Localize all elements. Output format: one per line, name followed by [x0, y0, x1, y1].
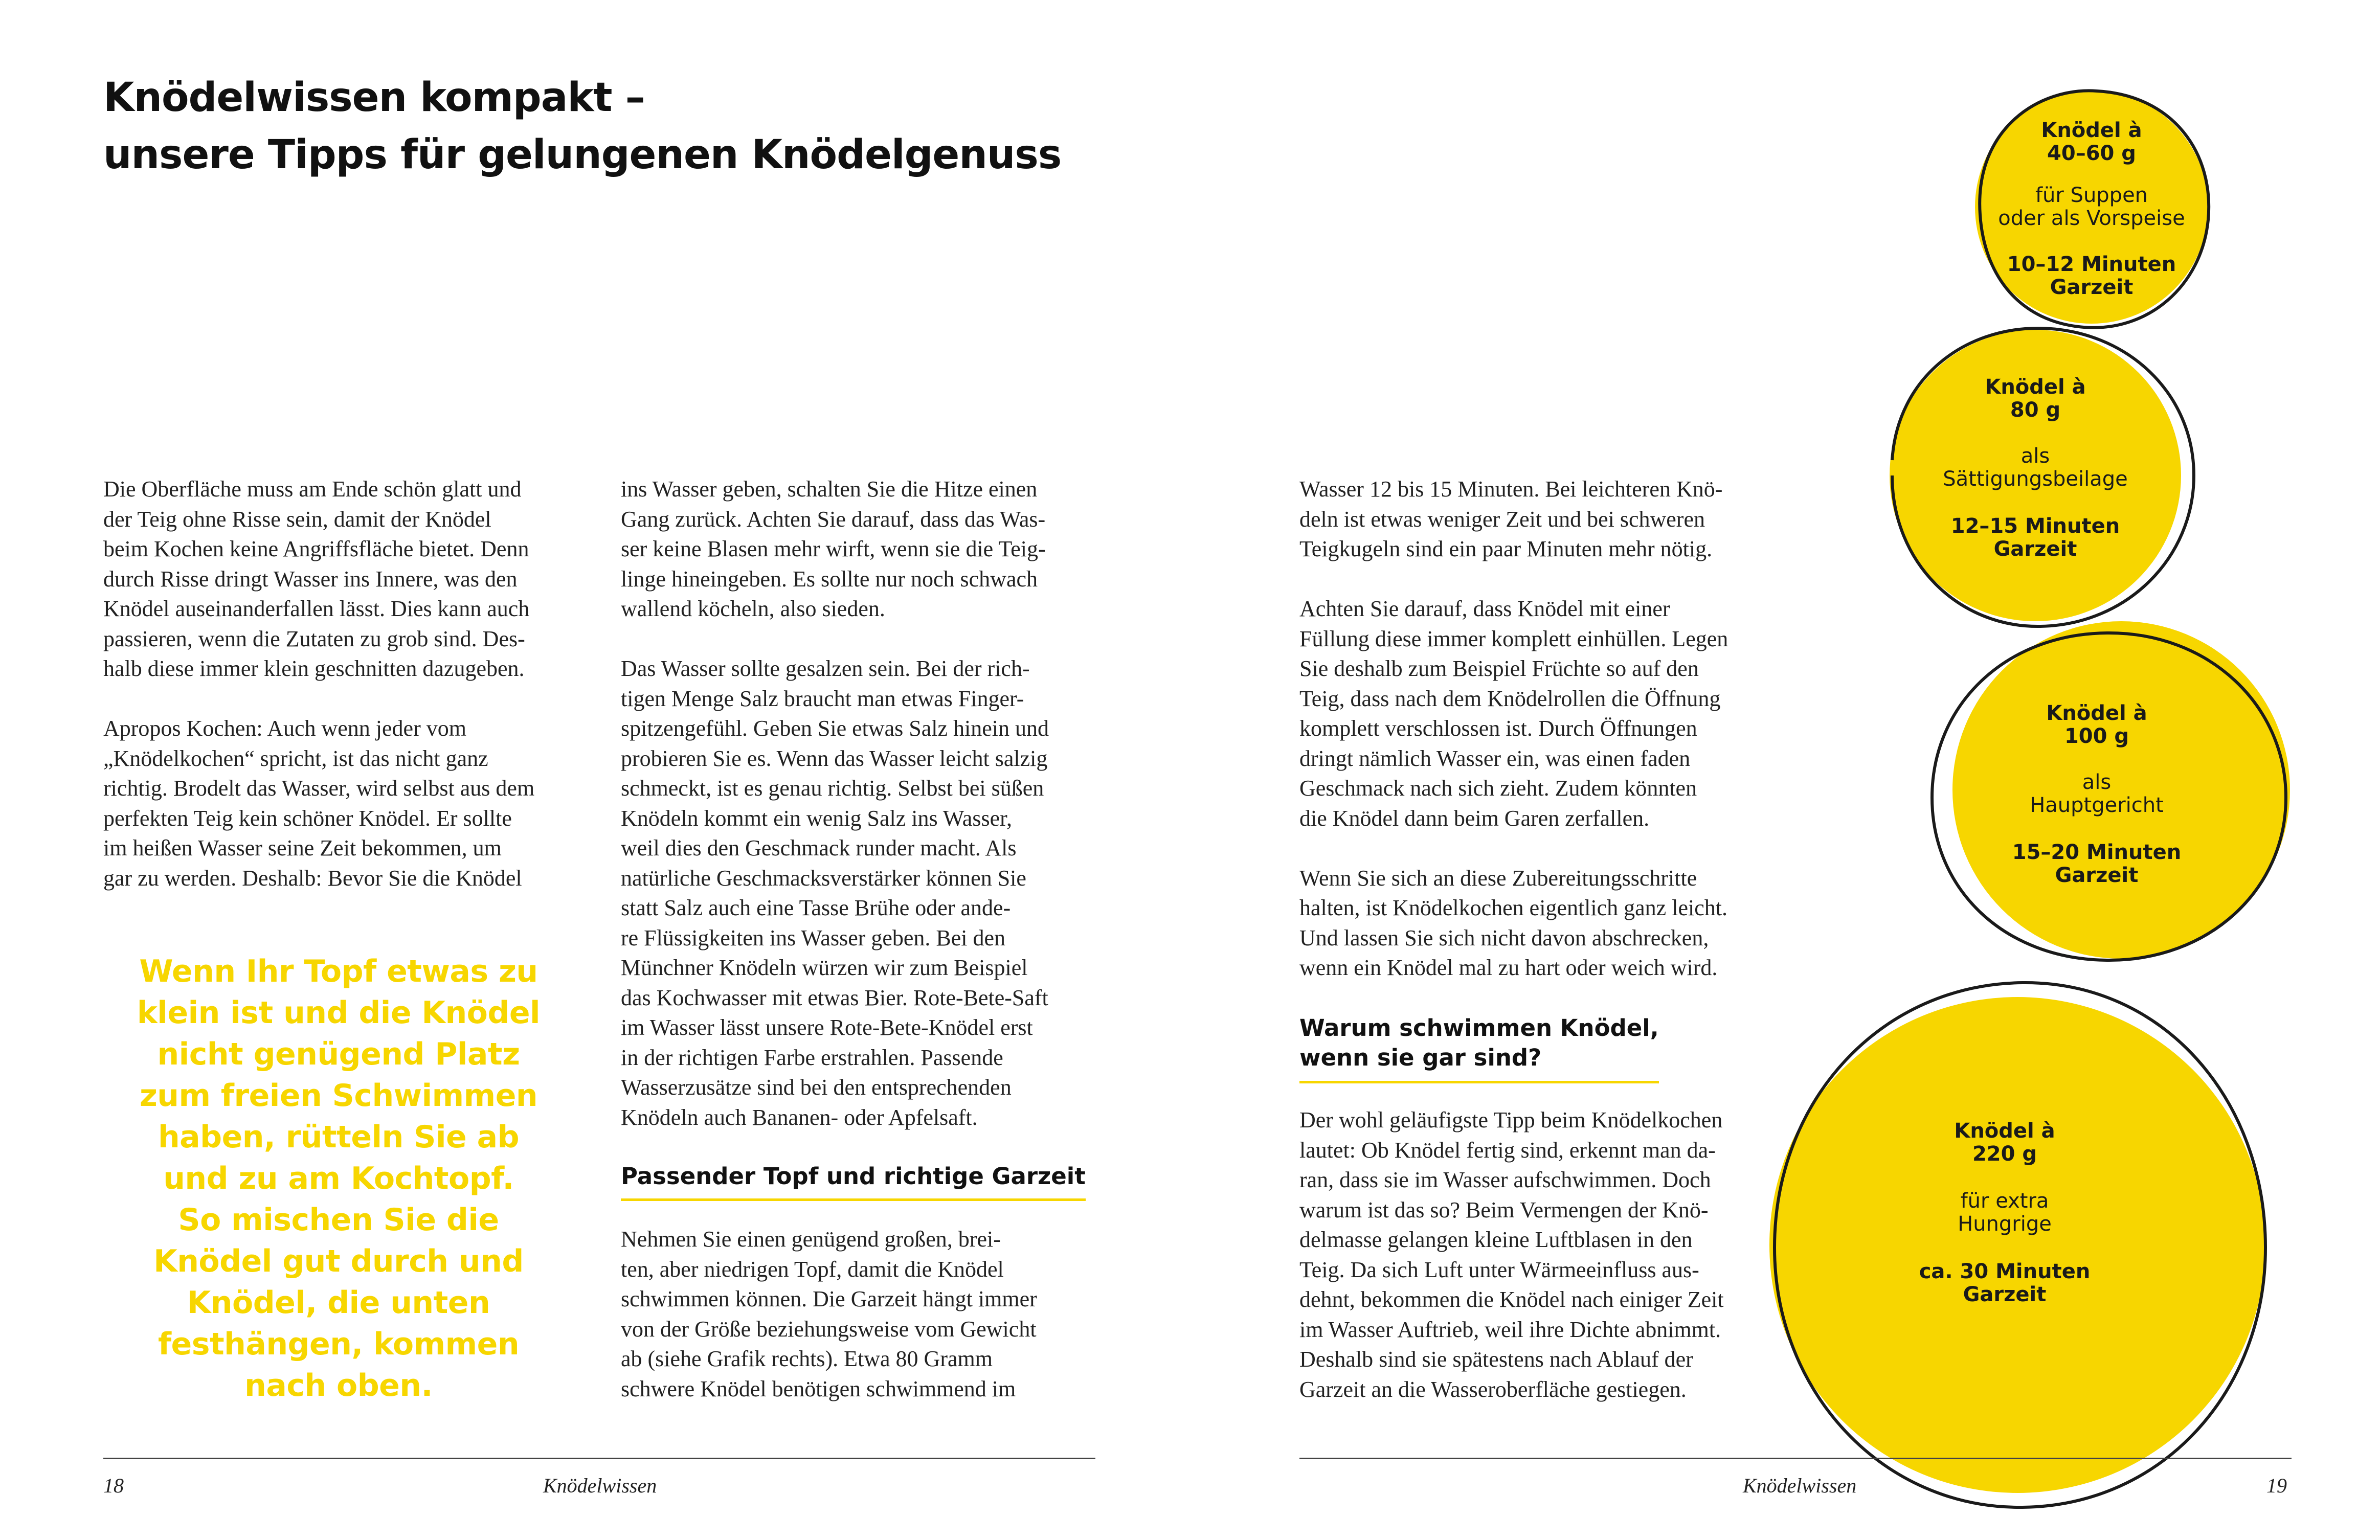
title-line-2: unsere Tipps für gelungenen Knödelgenuss	[103, 132, 1062, 178]
circle-time: Garzeit	[1963, 1283, 2047, 1306]
circle-time: Garzeit	[1993, 537, 2077, 561]
svg-text:Knödel à	[2046, 701, 2147, 725]
circle-use: Sättigungsbeilage	[1943, 467, 2128, 491]
svg-text:80 g	[2010, 398, 2060, 422]
pull-quote: Wenn Ihr Topf etwas zu klein ist und die Knödel nicht genügend Platz zum freien Schwimmen haben, rütteln Sie ab und zu am Kochtopf. So mischen Sie die Knödel gut durch und Knödel, die unten festhängen, kommen nach oben.	[137, 954, 541, 1403]
dumpling-circle-80g	[1890, 328, 2194, 626]
svg-text:220 g	[1972, 1142, 2037, 1166]
circle-weight-label: Knödel à	[1985, 375, 2086, 399]
page-number-left: 18	[103, 1474, 124, 1497]
svg-text:Hungrige	[1958, 1212, 2052, 1236]
svg-text:Sättigungsbeilage	[1943, 467, 2127, 491]
svg-text:Garzeit	[1963, 1283, 2047, 1306]
svg-text:Knödel à	[1954, 1119, 2055, 1143]
dumpling-circle-100g	[1932, 621, 2290, 960]
paragraph: Nehmen Sie einen genügend großen, brei- ten, aber niedrigen Topf, damit die Knödel schwimmen können. Die Garzeit hängt immer von der Größe beziehungsweise vom Gewicht ab (siehe Grafik rechts). Etwa 80 Gramm schwere Knödel benötigen schwimmend im	[621, 1227, 1037, 1401]
svg-text:Garzeit	[2050, 276, 2134, 299]
svg-text:15–20 Minuten	[2012, 841, 2181, 864]
paragraph: ins Wasser geben, schalten Sie die Hitze einen Gang zurück. Achten Sie darauf, dass das Was- ser keine Blasen mehr wirft, wenn sie die Teig- linge hineingeben. Es sollte nur noch schwach wallend köcheln, also sieden.	[621, 477, 1046, 621]
paragraph: Wasser 12 bis 15 Minuten. Bei leichteren Knö- deln ist etwas weniger Zeit und bei schweren Teigkugeln sind ein paar Minuten mehr nötig.	[1299, 477, 1723, 561]
svg-text:oder als Vorspeise	[1998, 207, 2185, 230]
svg-text:als	[2082, 771, 2111, 794]
dumpling-circle-220g	[1769, 983, 2265, 1507]
footer-divider-left	[103, 1458, 1095, 1459]
circle-use: für extra	[1960, 1189, 2049, 1213]
svg-text:für Suppen	[2035, 184, 2148, 207]
svg-text:10–12 Minuten	[2007, 253, 2176, 276]
svg-text:Knödel à	[1985, 375, 2085, 399]
paragraph: Apropos Kochen: Auch wenn jeder vom „Knödelkochen“ spricht, ist das nicht ganz richtig. Brodelt das Wasser, wird selbst aus dem perfekten Teig kein schöner Knödel. Er sollte im heißen Wasser seine Zeit bekommen, um gar zu werden. Deshalb: Bevor Sie die Knödel	[103, 716, 535, 891]
circle-use: oder als Vorspeise	[1998, 207, 2185, 230]
page-number-right: 19	[2266, 1474, 2287, 1497]
circle-weight-value: 100 g	[2064, 724, 2129, 748]
svg-text:als	[2021, 444, 2050, 468]
circle-time: 15–20 Minuten	[2012, 841, 2182, 864]
circle-time: 12–15 Minuten	[1950, 514, 2120, 538]
svg-text:100 g	[2064, 724, 2129, 748]
title-line-1: Knödelwissen kompakt –	[103, 75, 645, 121]
circle-weight-value: 220 g	[1972, 1142, 2037, 1166]
circle-use: für Suppen	[2035, 184, 2148, 207]
circle-time: Garzeit	[2055, 864, 2139, 887]
paragraph: Achten Sie darauf, dass Knödel mit einer Füllung diese immer komplett einhüllen. Legen Sie deshalb zum Beispiel Früchte so auf den Teig, dass nach dem Knödelrollen die Öffnung komplett verschlossen ist. Durch Öffnungen dringt nämlich Wasser ein, was einen faden Geschmack nach sich zieht. Zudem könnten die Knödel dann beim Garen zerfallen.	[1299, 596, 1728, 831]
svg-text:Hauptgericht	[2030, 794, 2164, 817]
svg-text:Knödel à	[2041, 119, 2142, 142]
subheading-schwimmen: Warum schwimmen Knödel, wenn sie gar sind?	[1299, 1013, 1659, 1083]
circle-time: Garzeit	[2050, 276, 2134, 299]
circle-use: Hungrige	[1958, 1212, 2052, 1236]
circle-weight-label: Knödel à	[2041, 119, 2142, 142]
circle-use: als	[2020, 444, 2050, 468]
circle-use: als	[2082, 771, 2112, 794]
running-title-right: Knödelwissen	[1743, 1474, 1857, 1497]
paragraph: Das Wasser sollte gesalzen sein. Bei der rich- tigen Menge Salz braucht man etwas Finger- spitzengefühl. Geben Sie etwas Salz hinein und probieren Sie es. Wenn das Wasser leicht salzig schmeckt, ist es genau richtig. Selbst bei süßen Knödeln kommt ein wenig Salz ins Wasser, weil dies den Geschmack runder macht. Als natürliche Geschmacksverstärker können Sie statt Salz auch eine Tasse Brühe oder ande- re Flüssigkeiten ins Wasser geben. Bei den Münchner Knödeln würzen wir zum Beispiel das Kochwasser mit etwas Bier. Rote-Bete-Saft im Wasser lässt unsere Rote-Bete-Knödel erst in der richtigen Farbe erstrahlen. Passende Wasserzusätze sind bei den entsprechenden Knödeln auch Bananen- oder Apfelsaft.	[621, 656, 1049, 1130]
svg-text:für extra	[1961, 1189, 2049, 1213]
circle-weight-label: Knödel à	[2046, 701, 2147, 725]
subheading-garzeit: Passender Topf und richtige Garzeit	[621, 1162, 1086, 1201]
svg-text:40–60 g	[2047, 142, 2136, 165]
paragraph: Wenn Sie sich an diese Zubereitungsschritte halten, ist Knödelkochen eigentlich ganz leicht. Und lassen Sie sich nicht davon abschrecken, wenn ein Knödel mal zu hart oder weich wird.	[1299, 865, 1727, 980]
circle-weight-label: Knödel à	[1954, 1119, 2055, 1143]
svg-text:12–15 Minuten	[1951, 514, 2120, 538]
circle-time: 10–12 Minuten	[2007, 253, 2176, 276]
running-title-left: Knödelwissen	[543, 1474, 657, 1497]
svg-text:ca. 30 Minuten	[1919, 1260, 2091, 1283]
svg-text:Garzeit	[2055, 864, 2139, 887]
circle-weight-value: 80 g	[2010, 398, 2061, 422]
svg-text:Garzeit	[1994, 537, 2077, 561]
paragraph: Die Oberfläche muss am Ende schön glatt und der Teig ohne Risse sein, damit der Knödel beim Kochen keine Angriffsfläche bietet. Denn durch Risse dringt Wasser ins Innere, was den Knödel auseinanderfallen lässt. Dies kann auch passieren, wenn die Zutaten zu grob sind. Des- halb diese immer klein geschnitten dazugeben.	[103, 477, 530, 681]
footer-divider-right	[1299, 1458, 2292, 1459]
dumpling-circle-40-60g	[1975, 90, 2209, 328]
circle-weight-value: 40–60 g	[2047, 142, 2136, 165]
paragraph: Der wohl geläufigste Tipp beim Knödelkochen lautet: Ob Knödel fertig sind, erkennt man da- ran, dass sie im Wasser aufschwimmen. Doch warum ist das so? Beim Vermengen der Knö- delmasse gelangen kleine Luftblasen in den Teig. Da sich Luft unter Wärmeeinfluss aus- dehnt, bekommen die Knödel nach einiger Zeit im Wasser Auftrieb, weil ihre Dichte abnimmt. Deshalb sind sie spätestens nach Ablauf der Garzeit an die Wasseroberfläche gestiegen.	[1299, 1107, 1724, 1402]
circle-time: ca. 30 Minuten	[1919, 1260, 2091, 1283]
circle-use: Hauptgericht	[2030, 794, 2164, 817]
